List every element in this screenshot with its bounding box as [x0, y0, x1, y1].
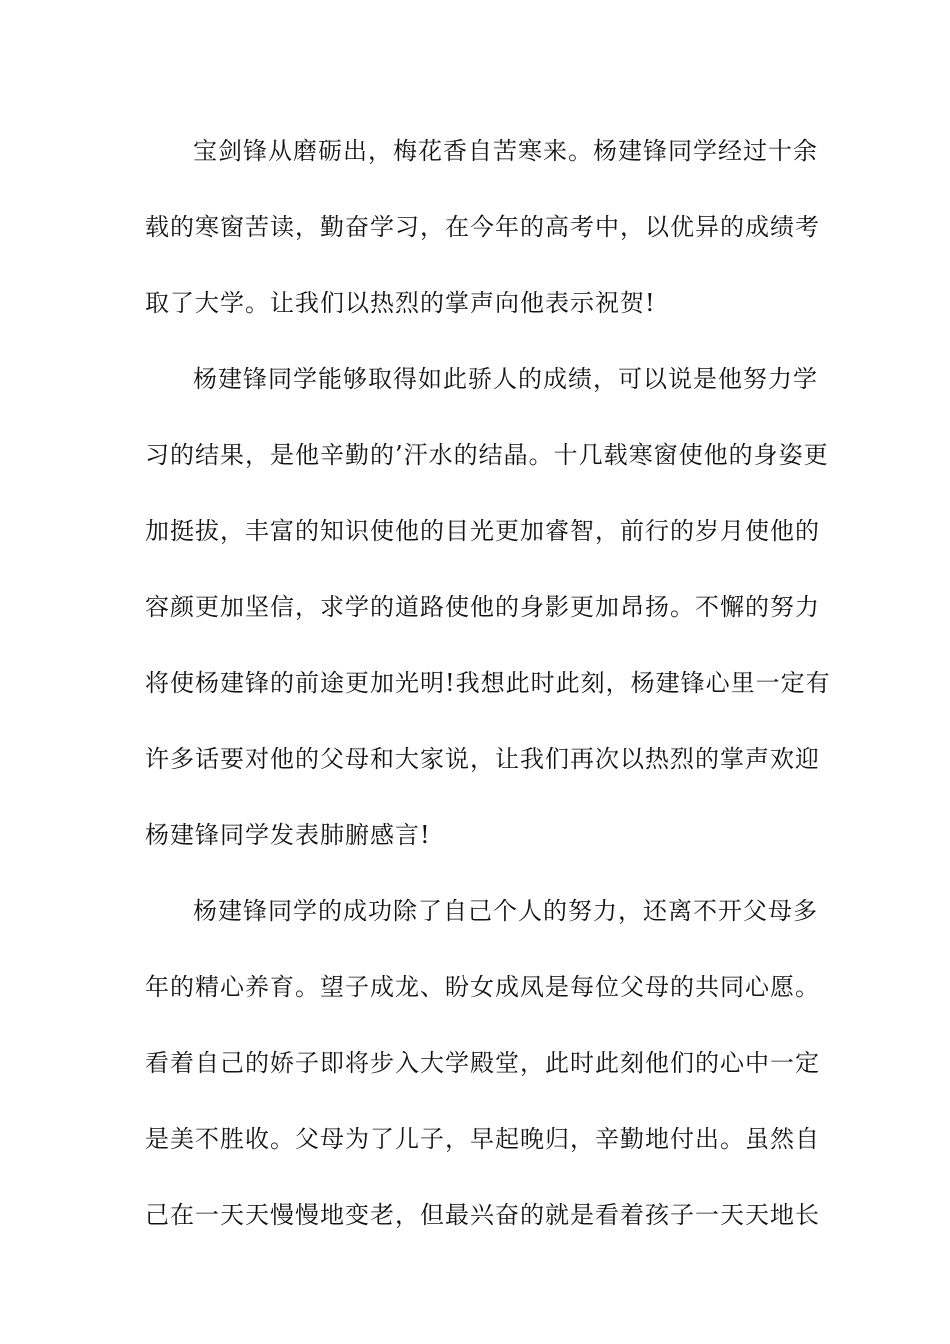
paragraph-3-line-2: 年的精心养育。望子成龙、盼女成凤是每位父母的共同心愿。	[145, 973, 820, 1001]
paragraph-2-line-2: 习的结果，是他辛勤的’汗水的结晶。十几载寒窗使他的身姿更	[145, 441, 829, 469]
paragraph-3-line-5: 己在一天天慢慢地变老，但最兴奋的就是看着孩子一天天地长	[145, 1201, 820, 1229]
paragraph-2-line-3: 加挺拔，丰富的知识使他的目光更加睿智，前行的岁月使他的	[145, 517, 820, 545]
paragraph-2-line-6: 许多话要对他的父母和大家说，让我们再次以热烈的掌声欢迎	[145, 745, 820, 773]
paragraph-3-line-1: 杨建锋同学的成功除了自己个人的努力，还离不开父母多	[193, 897, 818, 925]
paragraph-2-line-5: 将使杨建锋的前途更加光明!我想此时此刻，杨建锋心里一定有	[145, 669, 831, 697]
paragraph-1-line-3: 取了大学。让我们以热烈的掌声向他表示祝贺!	[145, 289, 656, 317]
paragraph-3-line-4: 是美不胜收。父母为了儿子，早起晚归，辛勤地付出。虽然自	[145, 1125, 820, 1153]
paragraph-1-line-1: 宝剑锋从磨砺出，梅花香自苦寒来。杨建锋同学经过十余	[193, 137, 818, 165]
paragraph-1-line-2: 载的寒窗苦读，勤奋学习，在今年的高考中，以优异的成绩考	[145, 213, 820, 241]
document-body	[145, 130, 831, 1270]
paragraph-2-line-4: 容颜更加坚信，求学的道路使他的身影更加昂扬。不懈的努力	[145, 593, 820, 621]
paragraph-3-line-3: 看着自己的娇子即将步入大学殿堂，此时此刻他们的心中一定	[145, 1049, 820, 1077]
paragraph-2-line-1: 杨建锋同学能够取得如此骄人的成绩，可以说是他努力学	[193, 365, 818, 393]
paragraph-2-line-7: 杨建锋同学发表肺腑感言!	[145, 821, 431, 849]
